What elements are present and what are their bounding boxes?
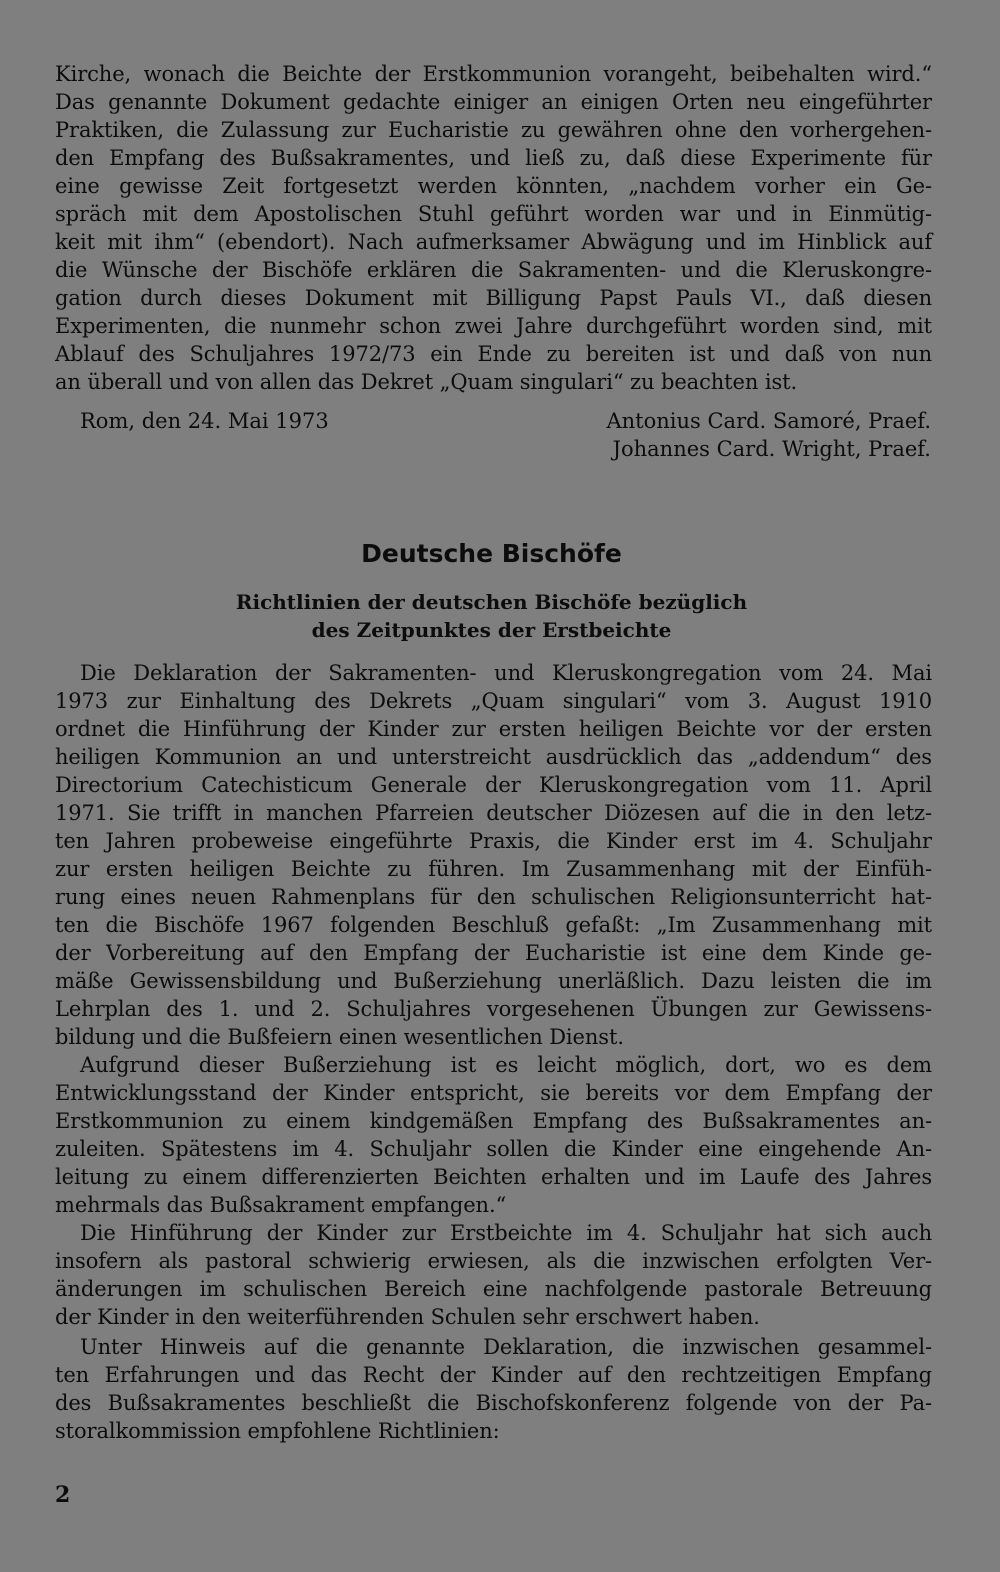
paragraph-line: zuleiten. Spätestens im 4. Schuljahr sollen die Kinder eine eingehende An- [55,1137,932,1161]
paragraph-line: insofern als pastoral schwierig erwiesen, als die inzwischen erfolgten Ver- [55,1249,932,1273]
paragraph-line: bildung und die Bußfeiern einen wesentlichen Dienst. [55,1025,624,1049]
continuation-line: gation durch dieses Dokument mit Billigung Papst Pauls VI., daß diesen [55,286,932,310]
paragraph-line: 1971. Sie trifft in manchen Pfarreien deutscher Diözesen auf die in den letz- [55,801,932,825]
paragraph-line: storalkommission empfohlene Richtlinien: [55,1419,500,1443]
paragraph-line: Entwicklungsstand der Kinder entspricht, sie bereits vor dem Empfang der [55,1081,932,1105]
continuation-line: eine gewisse Zeit fortgesetzt werden könnten, „nachdem vorher ein Ge- [55,174,932,198]
section-title: Deutsche Bischöfe [361,539,622,568]
continuation-line: keit mit ihm“ (ebendort). Nach aufmerksamer Abwägung und im Hinblick auf [55,230,932,254]
paragraph-line: Unter Hinweis auf die genannte Deklaration, die inzwischen gesammel- [80,1335,932,1359]
paragraph-line: Die Deklaration der Sakramenten- und Kleruskongregation vom 24. Mai [80,661,932,685]
paragraph-line: Aufgrund dieser Bußerziehung ist es leicht möglich, dort, wo es dem [80,1053,932,1077]
continuation-line: an überall und von allen das Dekret „Quam singulari“ zu beachten ist. [55,370,798,394]
paragraph-line: ten Jahren probeweise eingeführte Praxis, die Kinder erst im 4. Schuljahr [55,829,932,853]
paragraph-line: der Vorbereitung auf den Empfang der Eucharistie ist eine dem Kinde ge- [55,941,932,965]
paragraph-line: leitung zu einem differenzierten Beichten erhalten und im Laufe des Jahres [55,1165,932,1189]
continuation-line: Ablauf des Schuljahres 1972/73 ein Ende zu bereiten ist und daß von nun [55,342,932,366]
paragraph-line: rung eines neuen Rahmenplans für den schulischen Religionsunterricht hat- [55,885,932,909]
section-subtitle-2: des Zeitpunktes der Erstbeichte [311,618,672,642]
paragraph-line: der Kinder in den weiterführenden Schulen sehr erschwert haben. [55,1305,760,1329]
paragraph-line: Lehrplan des 1. und 2. Schuljahres vorgesehenen Übungen zur Gewissens- [55,997,932,1021]
signer-1: Antonius Card. Samoré, Praef. [606,409,931,433]
place-date: Rom, den 24. Mai 1973 [80,409,329,433]
continuation-line: Praktiken, die Zulassung zur Eucharistie zu gewähren ohne den vorhergehen- [55,118,932,142]
paragraph-line: heiligen Kommunion an und unterstreicht ausdrücklich das „addendum“ des [55,745,932,769]
continuation-line: die Wünsche der Bischöfe erklären die Sakramenten- und die Kleruskongre- [55,258,932,282]
paragraph-line: des Bußsakramentes beschließt die Bischofskonferenz folgende von der Pa- [55,1391,932,1415]
continuation-line: den Empfang des Bußsakramentes, und ließ zu, daß diese Experimente für [55,146,932,170]
page-number: 2 [55,1482,71,1508]
continuation-line: Das genannte Dokument gedachte einiger an einigen Orten neu eingeführter [55,90,932,114]
paragraph-line: änderungen im schulischen Bereich eine nachfolgende pastorale Betreuung [55,1277,932,1301]
paragraph-line: mehrmals das Bußsakrament empfangen.“ [55,1193,507,1217]
paragraph-line: ordnet die Hinführung der Kinder zur ersten heiligen Beichte vor der ersten [55,717,932,741]
paragraph-line: zur ersten heiligen Beichte zu führen. Im Zusammenhang mit der Einfüh- [55,857,932,881]
paragraph-line: ten die Bischöfe 1967 folgenden Beschluß gefaßt: „Im Zusammenhang mit [55,913,932,937]
paragraph-line: Erstkommunion zu einem kindgemäßen Empfang des Bußsakramentes an- [55,1109,932,1133]
paragraph-line: ten Erfahrungen und das Recht der Kinder auf den rechtzeitigen Empfang [55,1363,932,1387]
section-subtitle-1: Richtlinien der deutschen Bischöfe bezüglich [235,590,748,614]
continuation-line: Kirche, wonach die Beichte der Erstkommunion vorangeht, beibehalten wird.“ [55,62,932,86]
continuation-line: spräch mit dem Apostolischen Stuhl geführt worden war und in Einmütig- [55,202,932,226]
signer-2: Johannes Card. Wright, Praef. [612,437,931,461]
paragraph-line: 1973 zur Einhaltung des Dekrets „Quam singulari“ vom 3. August 1910 [55,689,932,713]
paragraph-line: Directorium Catechisticum Generale der Kleruskongregation vom 11. April [55,773,932,797]
paragraph-line: mäße Gewissensbildung und Bußerziehung unerläßlich. Dazu leisten die im [55,969,932,993]
continuation-line: Experimenten, die nunmehr schon zwei Jahre durchgeführt worden sind, mit [55,314,932,338]
paragraph-line: Die Hinführung der Kinder zur Erstbeichte im 4. Schuljahr hat sich auch [80,1221,932,1245]
